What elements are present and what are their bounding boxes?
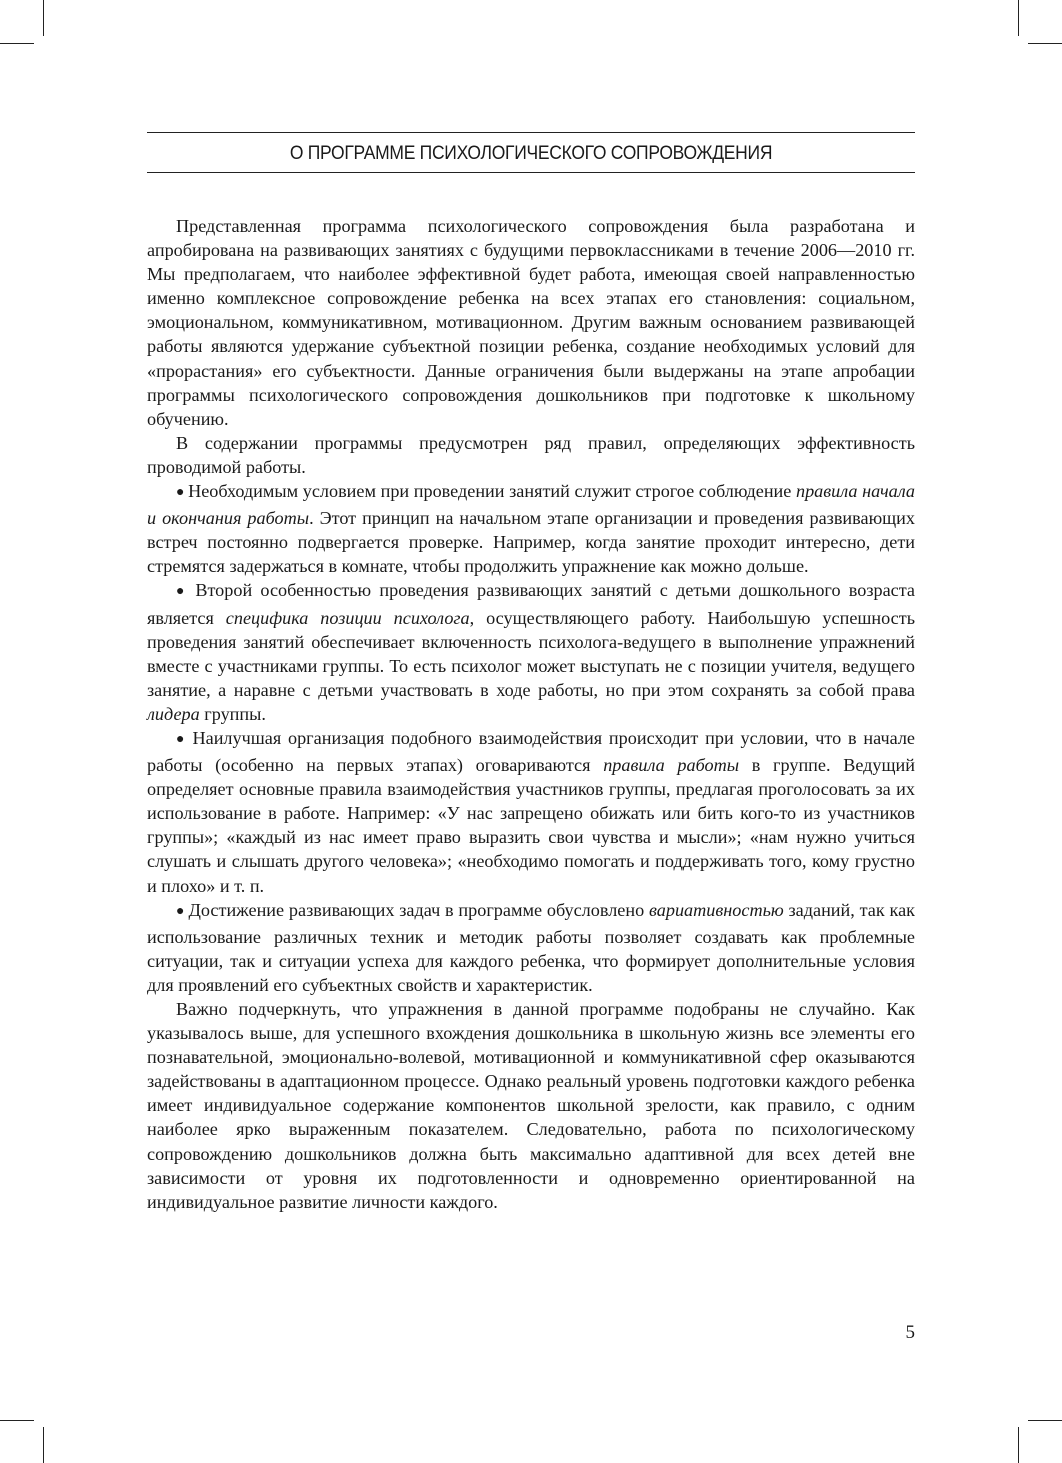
bullet-item: ● Достижение развивающих задач в программе обусловлено вариативностью заданий, так как использование различных техник и методик работы позволяет создавать как проблемные ситуации, так и ситуации успеха для каждого ребенка, что формирует дополнительные условия для проявлений его субъектных свойств и характеристик. — [147, 899, 915, 995]
crop-mark — [43, 0, 44, 36]
bullet-icon: ● — [176, 903, 189, 919]
emphasis: специфика позиции психолога — [225, 607, 470, 628]
emphasis: правила начала и окончания работы — [147, 481, 915, 529]
header-rule-bottom — [147, 172, 915, 173]
page-number: 5 — [905, 1322, 915, 1343]
bullet-item: ● Необходимым условием при проведении занятий служит строгое соблюдение правила начала и окончания работы. Этот принцип на начальном этапе организации и проведения развивающих встреч постоянно подвергается проверке. Например, когда занятие проходит интересно, дети стремятся задержаться в комнате, чтобы продолжить упражнение как можно дольше. — [147, 481, 915, 577]
crop-mark — [1028, 1420, 1062, 1421]
paragraph: Представленная программа психологического сопровождения была разработана и апробирована на развивающих занятиях с будущими первоклассниками в течение 2006—2010 гг. Мы предполагаем, что наиболее эффективной будет работа, имеющая своей направленностью именно комплексное сопровождение ребенка на всех этапах его становления: социальном, эмоциональном, коммуникативном, мотивационном. Другим важным основанием развивающей работы являются удержание субъектной позиции ребенка, создание необходимых условий для «прорастания» его субъектности. Данные ограничения были выдержаны на этапе апробации программы психологического сопровождения дошкольников при подготовке к школьному обучению. — [147, 216, 915, 429]
bullet-item: ● Наилучшая организация подобного взаимодействия происходит при условии, что в начале работы (особенно на первых этапах) оговариваются правила работы в группе. Ведущий определяет основные правила взаимодействия участников группы, предлагая проголосовать за их использование в работе. Например: «У нас запрещено обижать или бить кого-то из участников группы»; «каждый из нас имеет право выразить свои чувства и мысли»; «нам нужно учиться слушать и слышать другого человека»; «необходимо помогать и поддерживать того, кому грустно и плохо» и т. п. — [147, 727, 915, 896]
body-text — [147, 214, 915, 1214]
bullet-icon: ● — [176, 731, 193, 747]
bullet-item: ● Второй особенностью проведения развивающих занятий с детьми дошкольного возраста является специфика позиции психолога, осуществляющего работу. Наибольшую успешность проведения занятий обеспечивает включенность психолога-ведущего в выполнение упражнений вместе с участниками группы. То есть психолог может выступать не с позиции учителя, ведущего занятие, а наравне с детьми участвовать в ходе работы, но при этом сохранять за собой права лидера группы. — [147, 580, 915, 724]
crop-mark — [0, 1420, 34, 1421]
emphasis: вариативностью — [648, 899, 784, 920]
emphasis: лидера — [147, 703, 200, 724]
section-heading: О ПРОГРАММЕ ПСИХОЛОГИЧЕСКОГО СОПРОВОЖДЕНИЯ — [289, 143, 773, 164]
crop-mark — [43, 1427, 44, 1463]
header-rule-top — [147, 132, 915, 133]
crop-mark — [1028, 43, 1062, 44]
crop-mark — [1018, 0, 1019, 36]
bullet-icon: ● — [176, 584, 196, 600]
paragraph: Важно подчеркнуть, что упражнения в данной программе подобраны не случайно. Как указывалось выше, для успешного вхождения дошкольника в школьную жизнь все элементы его познавательной, эмоционально-волевой, мотивационной и коммуникативной сфер оказываются задействованы в адаптационном процессе. Однако реальный уровень подготовки каждого ребенка имеет индивидуальное содержание компонентов школьной зрелости, как правило, с одним наиболее ярко выраженным показателем. Следовательно, работа по психологическому сопровождению дошкольников должна быть максимально адаптивной для всех детей вне зависимости от уровня их подготовленности и одновременно ориентированной на индивидуальное развитие личности каждого. — [147, 999, 915, 1212]
emphasis: правила работы — [603, 755, 740, 776]
crop-mark — [1018, 1427, 1019, 1463]
crop-mark — [0, 43, 34, 44]
paragraph: В содержании программы предусмотрен ряд правил, определяющих эффективность проводимой работы. — [147, 432, 915, 477]
bullet-icon: ● — [176, 485, 189, 501]
